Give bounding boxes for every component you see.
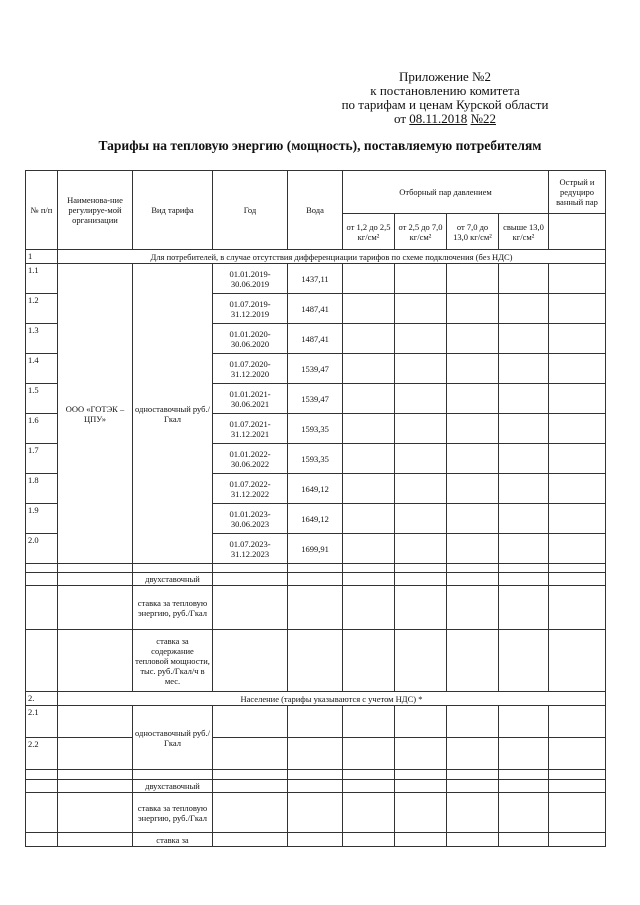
spacer-row — [26, 770, 606, 780]
period: 01.01.2019-30.06.2019 — [213, 264, 288, 294]
table-row: 1.5 01.01.2021-30.06.2021 1539,47 — [26, 384, 606, 414]
decree-line: к постановлению комитета — [370, 83, 520, 98]
row-num: 1.1 — [26, 264, 58, 294]
table-row — [26, 264, 606, 294]
col-type-header: Вид тарифа — [133, 171, 213, 250]
table-row: 2.0 01.07.2023-31.12.2023 1699,91 — [26, 534, 606, 564]
col-year-header: Год — [213, 171, 288, 250]
document-header — [330, 70, 560, 126]
col-num-header: № п/п — [26, 171, 58, 250]
steam-sub-2: от 2,5 до 7,0 кг/см² — [395, 214, 447, 250]
document-title: Тарифы на тепловую энергию (мощность), поставляемую потребителям — [98, 138, 542, 153]
decree-number: №22 — [470, 111, 496, 126]
col-water-header: Вода — [288, 171, 343, 250]
water-value: 1437,11 — [288, 264, 343, 294]
date-line: от 08.11.2018 №22 — [394, 111, 496, 126]
col-steam-header: Отборный пар давлением — [343, 171, 549, 214]
section-title: Для потребителей, в случае отсутствия дифференциации тарифов по схеме подключения (без НДС) — [58, 250, 606, 264]
decree-date: 08.11.2018 — [409, 111, 468, 126]
rate-energy-row: ставка за тепловую энергию, руб./Гкал — [26, 793, 606, 833]
section-row — [26, 250, 606, 264]
col-sharp-header: Острый и редуциро ванный пар — [549, 171, 606, 214]
two-rate-row: двухставочный — [26, 780, 606, 793]
section-num: 1 — [26, 250, 58, 264]
table-row: 1.8 01.07.2022-31.12.2022 1649,12 — [26, 474, 606, 504]
rate-capacity-row — [26, 630, 606, 692]
tariff-type: одноставочный руб./Гкал — [133, 706, 213, 770]
table-header-row — [26, 171, 606, 214]
table-row: 1.3 01.01.2020-30.06.2020 1487,41 — [26, 324, 606, 354]
steam-sub-3: от 7,0 до 13,0 кг/см² — [447, 214, 499, 250]
appendix-label: Приложение №2 — [399, 69, 491, 84]
table-row: 1.6 01.07.2021-31.12.2021 1593,35 — [26, 414, 606, 444]
table-row: 2.2 — [26, 738, 606, 770]
steam-sub-1: от 1,2 до 2,5 кг/см² — [343, 214, 395, 250]
col-org-header: Наименова-ние регулируе-мой организации — [58, 171, 133, 250]
tariff-table — [25, 170, 606, 847]
rate-capacity-label: ставка за содержание тепловой мощности, тыс. руб./Гкал/ч в мес. — [133, 630, 213, 692]
section-num: 2. — [26, 692, 58, 706]
section-title: Население (тарифы указываются с учетом НДС) * — [58, 692, 606, 706]
table-row: 2.1 одноставочный руб./Гкал — [26, 706, 606, 738]
two-rate-row — [26, 573, 606, 586]
steam-sub-4: свыше 13,0 кг/см² — [499, 214, 549, 250]
two-rate-label: двухставочный — [133, 573, 213, 586]
table-row: 1.4 01.07.2020-31.12.2020 1539,47 — [26, 354, 606, 384]
org-name: ООО «ГОТЭК – ЦПУ» — [58, 264, 133, 564]
section-row — [26, 692, 606, 706]
table-row: 1.7 01.01.2022-30.06.2022 1593,35 — [26, 444, 606, 474]
rate-capacity-row: ставка за — [26, 833, 606, 847]
table-row: 1.9 01.01.2023-30.06.2023 1649,12 — [26, 504, 606, 534]
spacer-row — [26, 564, 606, 573]
tariff-type: одноставочный руб./Гкал — [133, 264, 213, 564]
rate-energy-label: ставка за тепловую энергию, руб./Гкал — [133, 586, 213, 630]
table-row: 1.2 01.07.2019-31.12.2019 1487,41 — [26, 294, 606, 324]
committee-line: по тарифам и ценам Курской области — [341, 97, 549, 112]
rate-energy-row — [26, 586, 606, 630]
